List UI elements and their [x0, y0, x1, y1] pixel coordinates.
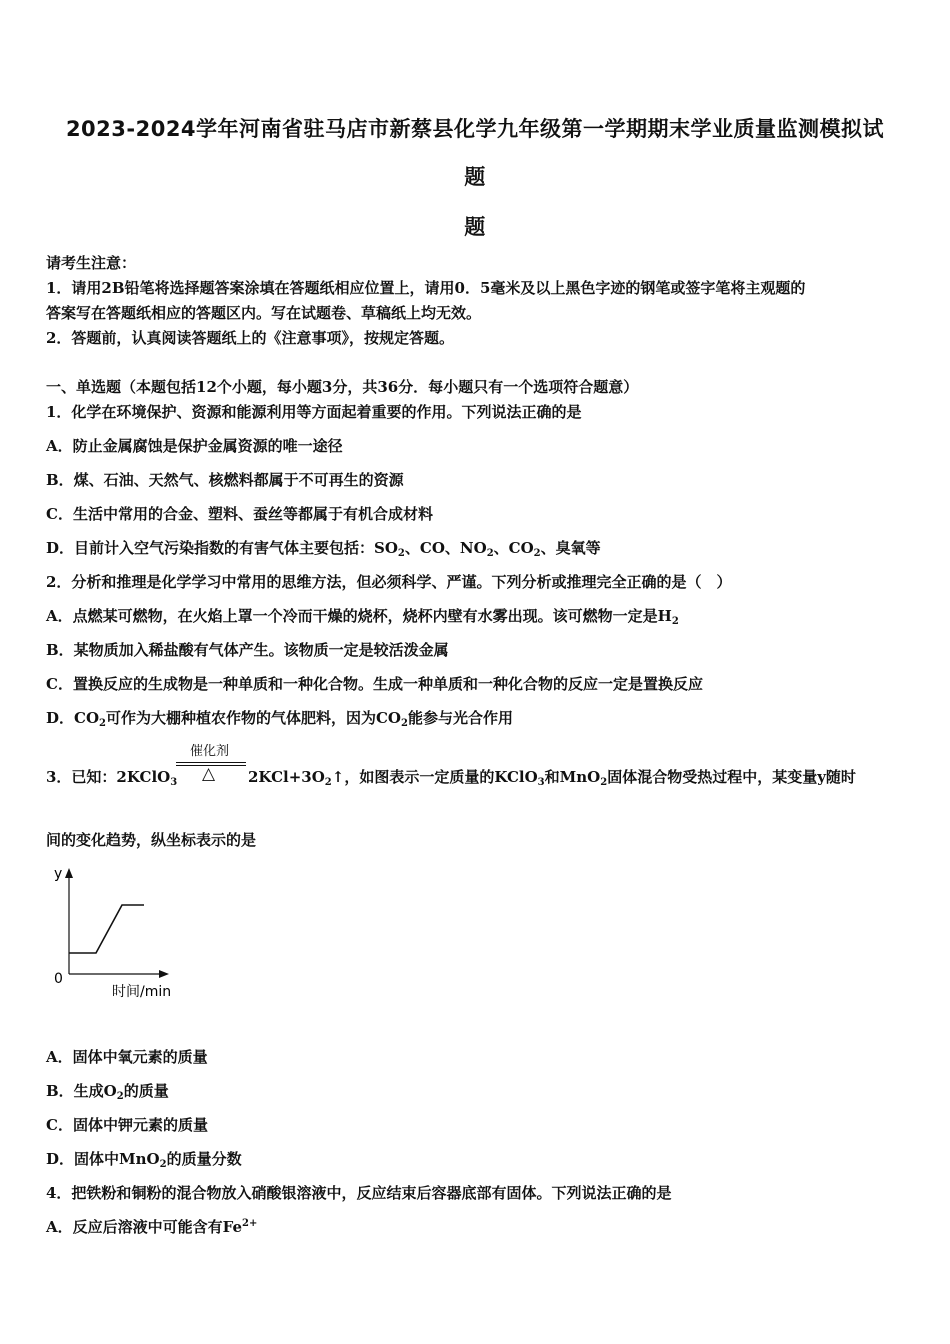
y-axis-label: y: [54, 866, 63, 882]
q3-option-d: D．固体中MnO$_2$的质量分数: [46, 1150, 242, 1170]
x-axis-arrow: [159, 970, 169, 978]
q3-stem-prefix: 3．已知：2KClO$_3$: [46, 768, 178, 788]
notice-item1-line2: 答案写在答题纸相应的答题区内。写在试题卷、草稿纸上均无效。: [46, 304, 482, 322]
q4-stem: 4．把铁粉和铜粉的混合物放入硝酸银溶液中，反应结束后容器底部有固体。下列说法正确的是: [46, 1184, 672, 1202]
q3-stem-products: $2KCl+3O_2↑$，如图表示一定质量的KClO$_3$和MnO$_2$固体混合物受热过程中，某变量y随时: [248, 768, 856, 788]
q2-stem: 2．分析和推理是化学学习中常用的思维方法，但必须科学、严谨。下列分析或推理完全正确的是（ ）: [46, 573, 732, 591]
y-axis-arrow: [65, 868, 73, 878]
notice-item1-line1: 1．请用2B铅笔将选择题答案涂填在答题纸相应位置上，请用0．5毫米及以上黑色字迹的钢笔或签字笔将主观题的: [46, 279, 806, 297]
q1-stem: 1．化学在环境保护、资源和能源利用等方面起着重要的作用。下列说法正确的是: [46, 403, 582, 421]
q2-option-b: B．某物质加入稀盐酸有气体产生。该物质一定是较活泼金属: [46, 641, 449, 659]
q3-option-a: A．固体中氧元素的质量: [46, 1048, 208, 1066]
notice-heading: 请考生注意：: [46, 254, 137, 272]
heat-symbol: △: [202, 764, 216, 784]
curve: [69, 905, 144, 953]
q2-option-a: A．点燃某可燃物，在火焰上罩一个冷而干燥的烧杯，烧杯内壁有水雾出现。该可燃物一定是$H_2$: [46, 607, 679, 627]
reaction-arrow: [176, 738, 248, 784]
page-title-line1: 2023-2024学年河南省驻马店市新蔡县化学九年级第一学期期末学业质量监测模拟试: [65, 117, 885, 141]
equal-bar-top: [176, 762, 246, 763]
page-title-line3: 题: [464, 215, 486, 239]
origin-label: 0: [54, 971, 63, 987]
q2-option-d: D．$CO_2$可作为大棚种植农作物的气体肥料，因为$CO_2$能参与光合作用: [46, 709, 513, 729]
notice-item2: 2．答题前，认真阅读答题纸上的《注意事项》，按规定答题。: [46, 329, 454, 347]
q1-option-b: B．煤、石油、天然气、核燃料都属于不可再生的资源: [46, 471, 404, 489]
q3-stem-line2: 间的变化趋势，纵坐标表示的是: [46, 831, 257, 849]
q1-option-a: A．防止金属腐蚀是保护金属资源的唯一途径: [46, 437, 343, 455]
catalyst-label: 催化剂: [190, 744, 230, 759]
x-axis-label: 时间/min: [112, 984, 172, 1000]
q3-option-b: B．生成$O_2$的质量: [46, 1082, 169, 1102]
q3-option-c: C．固体中钾元素的质量: [46, 1116, 208, 1134]
q4-option-a: A．反应后溶液中可能含有$Fe^{2+}$: [46, 1218, 258, 1236]
page-title-line2: 题: [464, 165, 486, 189]
q1-option-c: C．生活中常用的合金、塑料、蚕丝等都属于有机合成材料: [46, 505, 433, 523]
q1-option-d: D．目前计入空气污染指数的有害气体主要包括：$SO_2$、CO、$NO_2$、$CO_2$、臭氧等: [46, 539, 601, 559]
section-heading: 一、单选题（本题包括12个小题，每小题3分，共36分．每小题只有一个选项符合题意）: [46, 378, 639, 396]
q2-option-c: C．置换反应的生成物是一种单质和一种化合物。生成一种单质和一种化合物的反应一定是置换反应: [46, 675, 703, 693]
y-time-graph: [44, 862, 194, 1002]
